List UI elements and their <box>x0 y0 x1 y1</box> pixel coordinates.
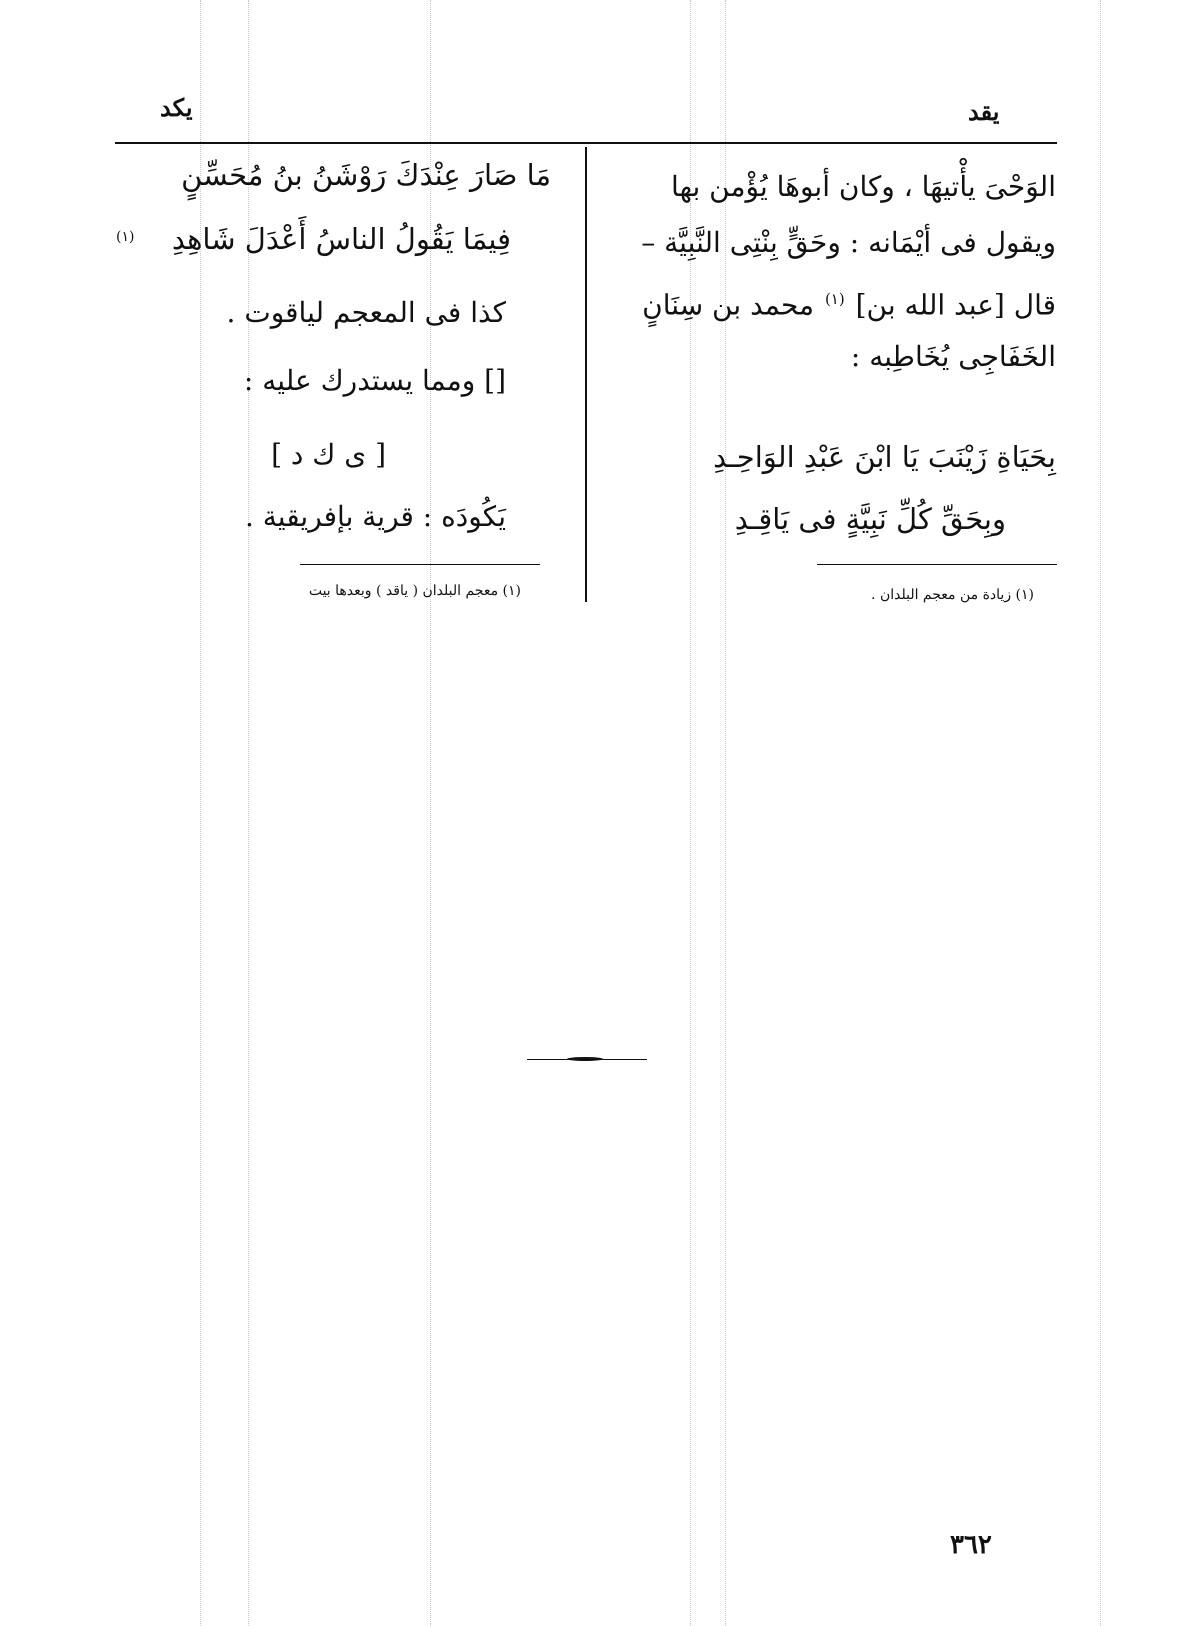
left-line-2: [] ومما يستدرك عليه : <box>243 364 506 397</box>
right-line-1: الوَحْىَ يأْتيهَا ، وكان أبوهَا يُؤْمن بها <box>671 170 1056 203</box>
right-line-2: ويقول فى أيْمَانه : وحَقٍّ بِنْتِى النَّبِيَّة – <box>641 226 1056 259</box>
right-footnote: (١) زيادة من معجم البلدان . <box>871 587 1034 603</box>
header-left-word: يكد <box>160 93 193 122</box>
right-line-3-rest: محمد بن سِنَانٍ <box>642 288 815 322</box>
header-rule <box>115 142 1057 144</box>
left-line-3: يَكُودَه : قرية بإفريقية . <box>244 500 506 533</box>
left-section-heading: [ ى ك د ] <box>271 438 386 471</box>
end-ornament-mark <box>567 1057 603 1061</box>
right-line-3 <box>642 282 1056 322</box>
right-verse-1: بِحَيَاةِ زَيْنَبَ يَا ابْنَ عَبْدِ الوَاحِـدِ <box>713 440 1056 474</box>
left-footnote: (١) معجم البلدان ( ياقد ) وبعدها بيت <box>308 583 521 599</box>
right-verse-2: وبِحَقِّ كُلِّ نَبِيَّةٍ فى يَاقِـدِ <box>734 502 1006 536</box>
left-line-1: كذا فى المعجم لياقوت . <box>226 296 506 329</box>
column-divider <box>585 147 587 602</box>
footnote-marker: (١) <box>824 290 845 308</box>
header-right-word: يقد <box>968 97 1000 126</box>
scan-guide-line <box>1100 0 1101 1626</box>
left-verse-2: فِيمَا يَقُولُ الناسُ أَعْدَلَ شَاهِدِ <box>171 222 511 256</box>
right-line-4: الخَفَاجِى يُخَاطِبه : <box>850 340 1056 373</box>
left-verse-1: مَا صَارَ عِنْدَكَ رَوْشَنُ بنُ مُحَسِّنٍ <box>181 158 551 192</box>
left-footnote-rule <box>300 564 540 565</box>
left-verse-footnote-marker: (١) <box>116 229 135 245</box>
right-footnote-rule <box>817 564 1057 565</box>
right-line-3-prefix: قال [عبد الله بن] <box>855 288 1056 322</box>
page-number: ٣٦٢ <box>950 1530 992 1560</box>
